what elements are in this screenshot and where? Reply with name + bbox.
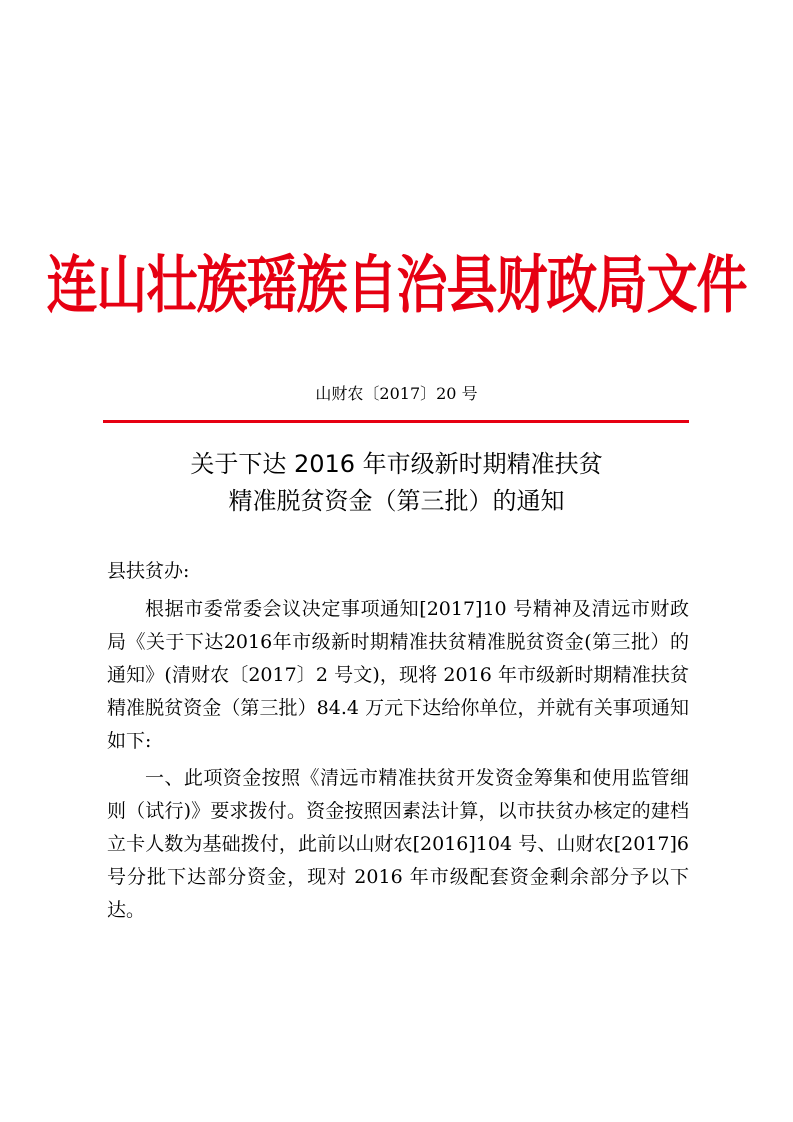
red-divider-line: [103, 420, 689, 423]
masthead-title: 连山壮族瑶族自治县财政局文件: [46, 250, 747, 323]
body-paragraph-1: 根据市委常委会议决定事项通知[2017]10 号精神及清远市财政局《关于下达2016年市级新时期精准扶贫精准脱贫资金(第三批）的通知》(清财农〔2017〕2 号文)，现将 2016 年市级新时期精准扶贫精准脱贫资金（第三批）84.4 万元下达给你单位，并就有关事项通知如下:: [107, 598, 689, 752]
document-number: 山财农〔2017〕20 号: [315, 384, 478, 403]
notice-title: [0, 446, 793, 520]
body-paragraph-2: 一、此项资金按照《清远市精准扶贫开发资金筹集和使用监管细则（试行)》要求拨付。资金按照因素法计算，以市扶贫办核定的建档立卡人数为基础拨付，此前以山财农[2016]104 号、山财农[2017]6 号分批下达部分资金，现对 2016 年市级配套资金剩余部分予以下达。: [107, 767, 689, 921]
notice-body: [107, 553, 689, 927]
notice-title-line-2: 精准脱贫资金（第三批）的通知: [228, 487, 565, 515]
notice-title-line-1: 关于下达 2016 年市级新时期精准扶贫: [190, 450, 603, 478]
salutation: 县扶贫办:: [107, 560, 190, 582]
